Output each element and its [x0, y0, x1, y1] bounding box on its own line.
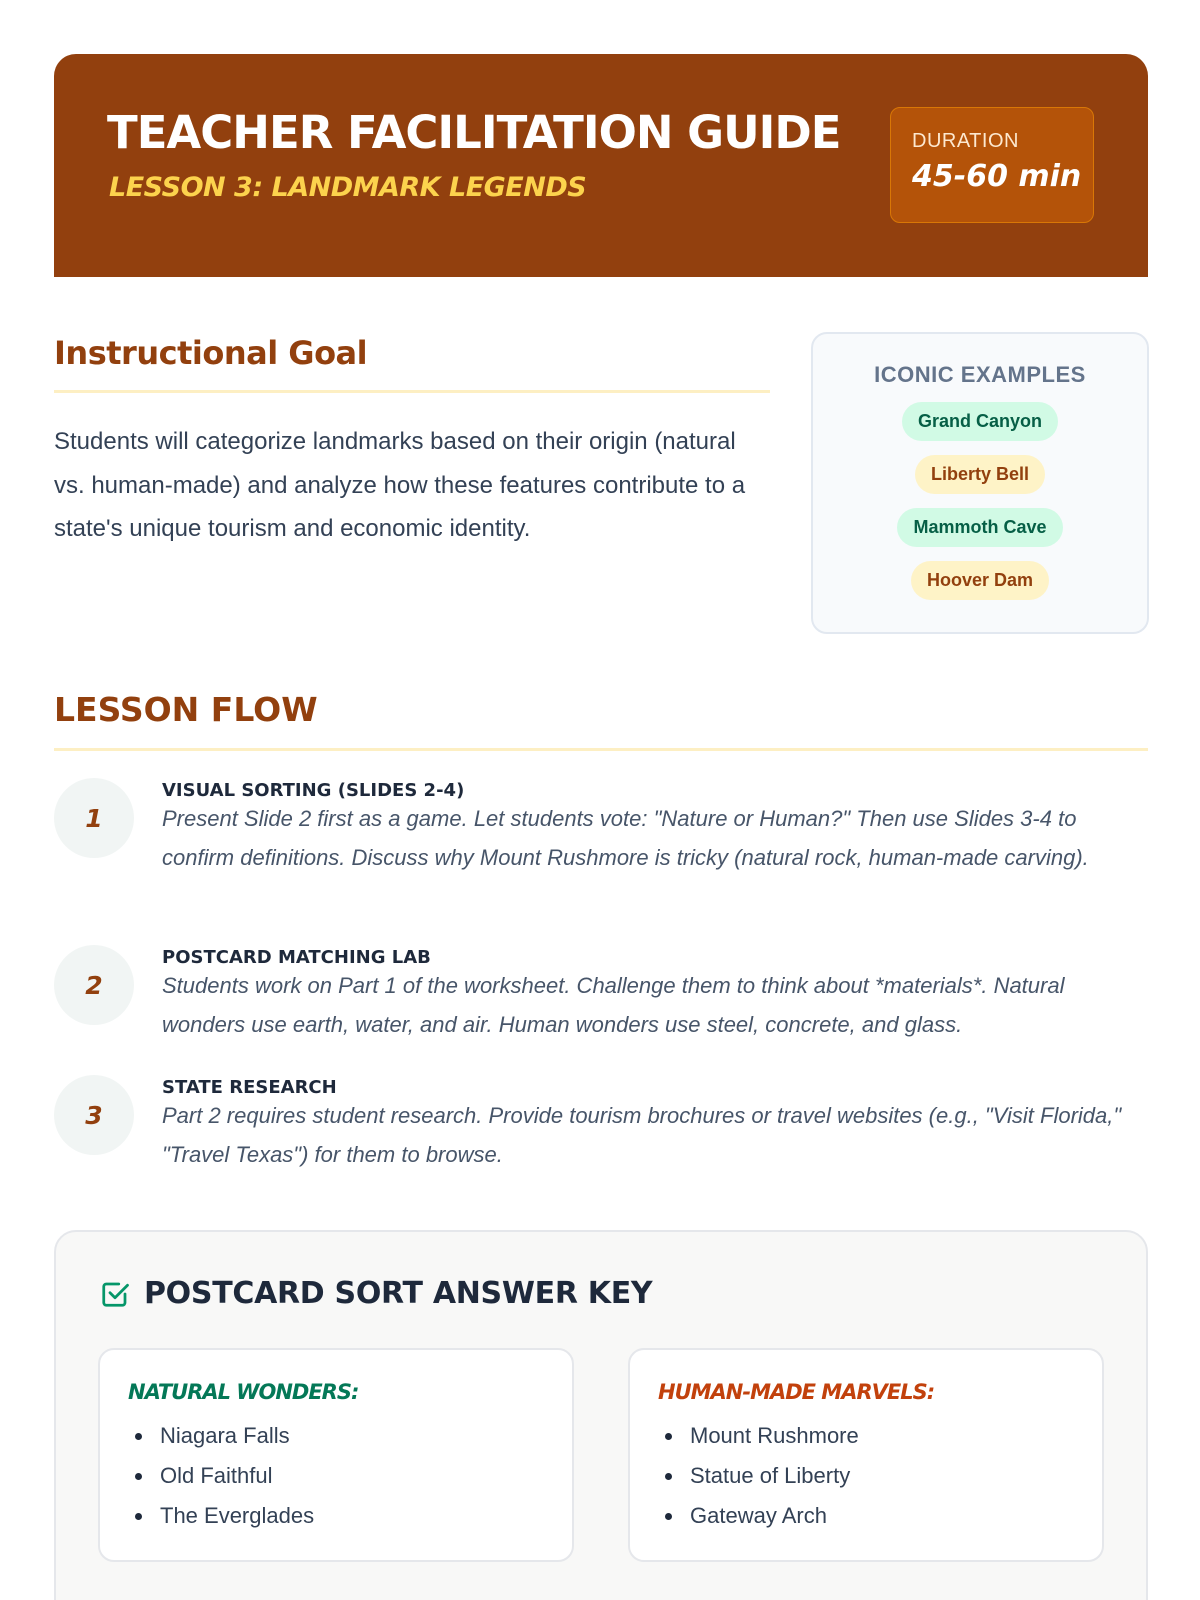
- goal-divider: [54, 390, 770, 393]
- step-title: POSTCARD MATCHING LAB: [162, 947, 431, 968]
- lesson-subtitle: LESSON 3: LANDMARK LEGENDS: [109, 172, 587, 203]
- natural-wonders-column: [98, 1348, 574, 1562]
- list-item: Mount Rushmore: [658, 1416, 1074, 1456]
- step-number-badge: 3: [54, 1075, 134, 1155]
- lesson-flow-divider: [54, 748, 1148, 751]
- example-pill-mammoth-cave: Mammoth Cave: [897, 508, 1062, 547]
- list-item: Niagara Falls: [128, 1416, 544, 1456]
- duration-value: 45-60 min: [912, 159, 1082, 194]
- human-made-column: [628, 1348, 1104, 1562]
- human-made-list: [658, 1416, 1074, 1536]
- iconic-examples-card: [811, 332, 1149, 634]
- answer-key-header: [100, 1276, 652, 1311]
- header-banner: [54, 54, 1148, 277]
- step-description: Part 2 requires student research. Provide tourism brochures or travel websites (e.g., "Visit Florida," "Travel Texas") for them to browse.: [162, 1103, 1122, 1167]
- step-description: Present Slide 2 first as a game. Let students vote: "Nature or Human?" Then use Slides 3-4 to confirm definitions. Discuss why Mount Rushmore is tricky (natural rock, human-made carving).: [162, 806, 1089, 870]
- step-title: VISUAL SORTING (SLIDES 2-4): [162, 780, 465, 801]
- goal-heading: Instructional Goal: [54, 334, 368, 372]
- human-made-heading: HUMAN-MADE MARVELS:: [658, 1380, 935, 1404]
- natural-wonders-heading: NATURAL WONDERS:: [128, 1380, 359, 1404]
- checkbox-check-icon: [100, 1279, 130, 1309]
- answer-key-card: [54, 1230, 1148, 1600]
- list-item: Old Faithful: [128, 1456, 544, 1496]
- step-description: Students work on Part 1 of the worksheet. Challenge them to think about *materials*. Natural wonders use earth, water, and air. Human wonders use steel, concrete, and glass.: [162, 973, 1065, 1037]
- step-number-badge: 1: [54, 778, 134, 858]
- examples-list: [813, 402, 1147, 600]
- list-item: Gateway Arch: [658, 1496, 1074, 1536]
- duration-label: DURATION: [912, 130, 1019, 152]
- example-pill-hoover-dam: Hoover Dam: [911, 561, 1049, 600]
- examples-title: ICONIC EXAMPLES: [874, 362, 1086, 387]
- duration-badge: [890, 107, 1094, 223]
- example-pill-liberty-bell: Liberty Bell: [915, 455, 1045, 494]
- step-title: STATE RESEARCH: [162, 1077, 337, 1098]
- page-title: TEACHER FACILITATION GUIDE: [107, 106, 841, 159]
- list-item: Statue of Liberty: [658, 1456, 1074, 1496]
- answer-key-title: POSTCARD SORT ANSWER KEY: [144, 1276, 653, 1311]
- list-item: The Everglades: [128, 1496, 544, 1536]
- example-pill-grand-canyon: Grand Canyon: [902, 402, 1058, 441]
- goal-text: Students will categorize landmarks based on their origin (natural vs. human-made) and analyze how these features contribute to a state's unique tourism and economic identity.: [54, 428, 746, 542]
- step-number-badge: 2: [54, 945, 134, 1025]
- lesson-flow-heading: LESSON FLOW: [54, 690, 318, 729]
- natural-wonders-list: [128, 1416, 544, 1536]
